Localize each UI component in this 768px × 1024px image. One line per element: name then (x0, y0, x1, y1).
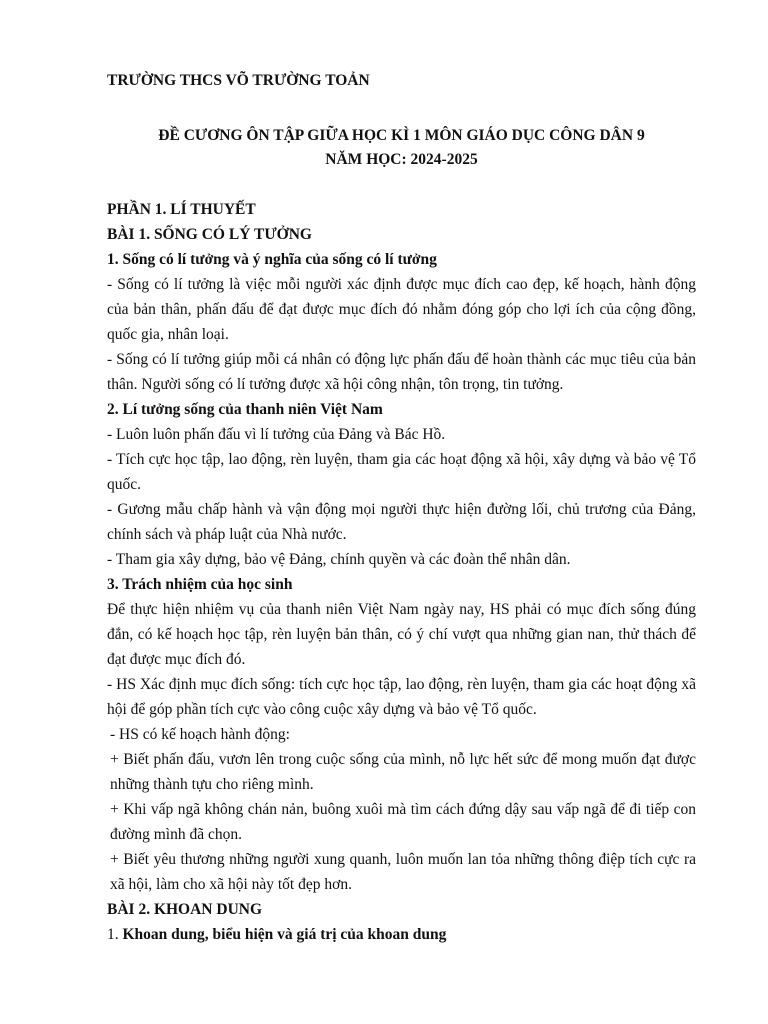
section-heading: 2. Lí tưởng sống của thanh niên Việt Nam (107, 401, 383, 418)
document-body (107, 197, 696, 947)
paragraph: - Luôn luôn phấn đấu vì lí tưởng của Đảng và Bác Hồ. (107, 426, 446, 443)
paragraph: - Sống có lí tưởng là việc mỗi người xác định được mục đích cao đẹp, kế hoạch, hành động của bản thân, phấn đấu để đạt được mục đích đó nhằm đóng góp cho lợi ích của cộng đồng, quốc gia, nhân loại. (107, 276, 696, 343)
lesson-heading: BÀI 2. KHOAN DUNG (107, 901, 263, 918)
paragraph: + Khi vấp ngã không chán nản, buông xuôi mà tìm cách đứng dậy sau vấp ngã để đi tiếp con đường mình đã chọn. (110, 801, 696, 843)
paragraph: Để thực hiện nhiệm vụ của thanh niên Việt Nam ngày nay, HS phải có mục đích sống đúng đắn, có kế hoạch học tập, rèn luyện bản thân, có ý chí vượt qua những gian nan, thử thách để đạt được mục đích đó. (107, 601, 696, 668)
paragraph: - Gương mẫu chấp hành và vận động mọi người thực hiện đường lối, chủ trương của Đảng, chính sách và pháp luật của Nhà nước. (107, 501, 696, 543)
part-heading: PHẦN 1. LÍ THUYẾT (107, 201, 256, 218)
paragraph: - HS Xác định mục đích sống: tích cực học tập, lao động, rèn luyện, tham gia các hoạt động xã hội để góp phần tích cực vào công cuộc xây dựng và bảo vệ Tổ quốc. (107, 676, 696, 718)
section-number: 1. (107, 926, 123, 943)
paragraph: + Biết phấn đấu, vươn lên trong cuộc sống của mình, nỗ lực hết sức để mong muốn đạt được những thành tựu cho riêng mình. (110, 751, 696, 793)
section-heading (107, 922, 696, 947)
section-heading: 1. Sống có lí tưởng và ý nghĩa của sống có lí tưởng (107, 251, 437, 268)
paragraph: - Tham gia xây dựng, bảo vệ Đảng, chính quyền và các đoàn thể nhân dân. (107, 551, 571, 568)
section-title: Khoan dung, biểu hiện và giá trị của khoan dung (122, 926, 447, 943)
title-line-2: NĂM HỌC: 2024-2025 (325, 151, 478, 168)
paragraph: - Sống có lí tưởng giúp mỗi cá nhân có động lực phấn đấu để hoàn thành các mục tiêu của bản thân. Người sống có lí tưởng được xã hội công nhận, tôn trọng, tin tưởng. (107, 351, 696, 393)
paragraph: - Tích cực học tập, lao động, rèn luyện, tham gia các hoạt động xã hội, xây dựng và bảo vệ Tổ quốc. (107, 451, 696, 493)
document-title (107, 124, 696, 172)
paragraph: + Biết yêu thương những người xung quanh, luôn muốn lan tỏa những thông điệp tích cực ra xã hội, làm cho xã hội này tốt đẹp hơn. (110, 851, 696, 893)
paragraph: - HS có kế hoạch hành động: (110, 726, 290, 743)
lesson-heading: BÀI 1. SỐNG CÓ LÝ TƯỞNG (107, 226, 312, 243)
school-name: TRƯỜNG THCS VÕ TRƯỜNG TOẢN (107, 72, 370, 89)
section-heading: 3. Trách nhiệm của học sinh (107, 576, 293, 593)
title-line-1: ĐỀ CƯƠNG ÔN TẬP GIỮA HỌC KÌ 1 MÔN GIÁO DỤC CÔNG DÂN 9 (158, 127, 645, 144)
